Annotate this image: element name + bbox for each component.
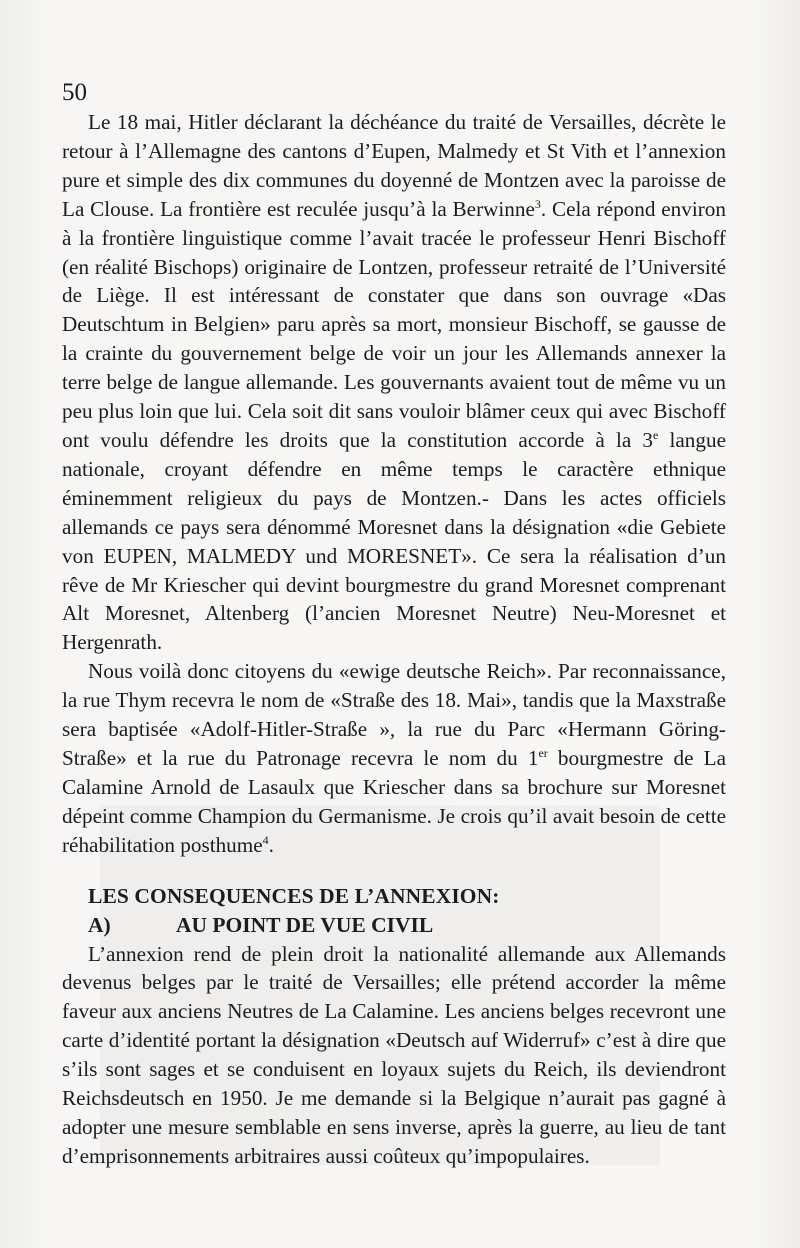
section-heading: LES CONSEQUENCES DE L’ANNEXION: <box>88 883 500 908</box>
subsection-letter: A) <box>88 912 111 937</box>
body-text <box>62 108 726 1171</box>
paragraph-1 <box>62 108 726 657</box>
paragraph-2 <box>62 657 726 859</box>
ordinal-suffix-er: er <box>538 745 548 760</box>
paragraph-3: L’annexion rend de plein droit la nationalité allemande aux Allemands devenus belges par le traité de Versailles; elle prétend accorder la même faveur aux anciens Neutres de La Calamine. Les anciens belges recevront une carte d’identité portant la désignation «Deutsch auf Widerruf» c’est à dire que s’ils sont sages et se conduisent en loyaux sujets du Reich, ils deviendront Reichsdeutsch en 1950. Je me demande si la Belgique n’aurait pas gagné à adopter une mesure semblable en sens inverse, après la guerre, au lieu de tant d’emprisonnements arbitraires aussi coûteux qu’impopulaires. <box>62 941 726 1168</box>
ordinal-suffix-e: e <box>653 427 659 442</box>
paragraph-1-part-a: Le 18 mai, Hitler déclarant la déchéance du traité de Versailles, décrète le retour à l’Allemagne des cantons d’Eupen, Malmedy et St Vith et l’annexion pure et simple des dix communes du doyenné de Montzen avec la paroisse de La Clouse. La frontière est reculée jusqu’à la Berwinne <box>62 110 726 221</box>
footnote-ref-3: 3 <box>534 196 541 211</box>
paragraph-2-part-b: bourgmestre de La Calamine Arnold de Lasaulx que Kriescher dans sa brochure sur Moresnet dépeint comme Champion du Germanisme. Je crois qu’il avait besoin de cette réhabilitation posthume <box>62 745 726 857</box>
footnote-ref-4: 4 <box>262 832 269 847</box>
subsection-heading <box>88 911 726 940</box>
page-number: 50 <box>62 79 87 106</box>
paragraph-1-part-b: . Cela répond environ à la frontière linguistique comme l’avait tracée le professeur Henri Bischoff (en réalité Bischops) originaire de Lontzen, professeur retraité de l’Université de Liège. Il est intéressant de constater que dans son ouvrage «Das Deutschtum in Belgien» paru après sa mort, monsieur Bischoff, se gausse de la crainte du gouvernement belge de voir un jour les Allemands annexer la terre belge de langue allemande. Les gouvernants avaient tout de même vu un peu plus loin que lui. Cela soit dit sans vouloir blâmer ceux qui avec Bischoff ont voulu défendre les droits que la constitution accorde à la 3 <box>62 196 726 452</box>
subsection-title: AU POINT DE VUE CIVIL <box>176 912 434 937</box>
paragraph-2-part-c: . <box>268 832 274 857</box>
paragraph-2-part-a: Nous voilà donc citoyens du «ewige deutsche Reich». Par reconnaissance, la rue Thym recevra le nom de «Straße des 18. Mai», tandis que la Maxstraße sera baptisée «Adolf-Hitler-Straße », la rue du Parc «Hermann Göring-Straße» et la rue du Patronage recevra le nom du 1 <box>62 659 726 770</box>
paragraph-1-part-c: langue nationale, croyant défendre en même temps le caractère ethnique éminemment religieux du pays de Montzen.- Dans les actes officiels allemands ce pays sera dénommé Moresnet dans la désignation «die Gebiete von EUPEN, MALMEDY und MORESNET». Ce sera la réalisation d’un rêve de Mr Kriescher qui devint bourgmestre du grand Moresnet comprenant Alt Moresnet, Altenberg (l’ancien Moresnet Neutre) Neu-Moresnet et Hergenrath. <box>62 427 726 655</box>
